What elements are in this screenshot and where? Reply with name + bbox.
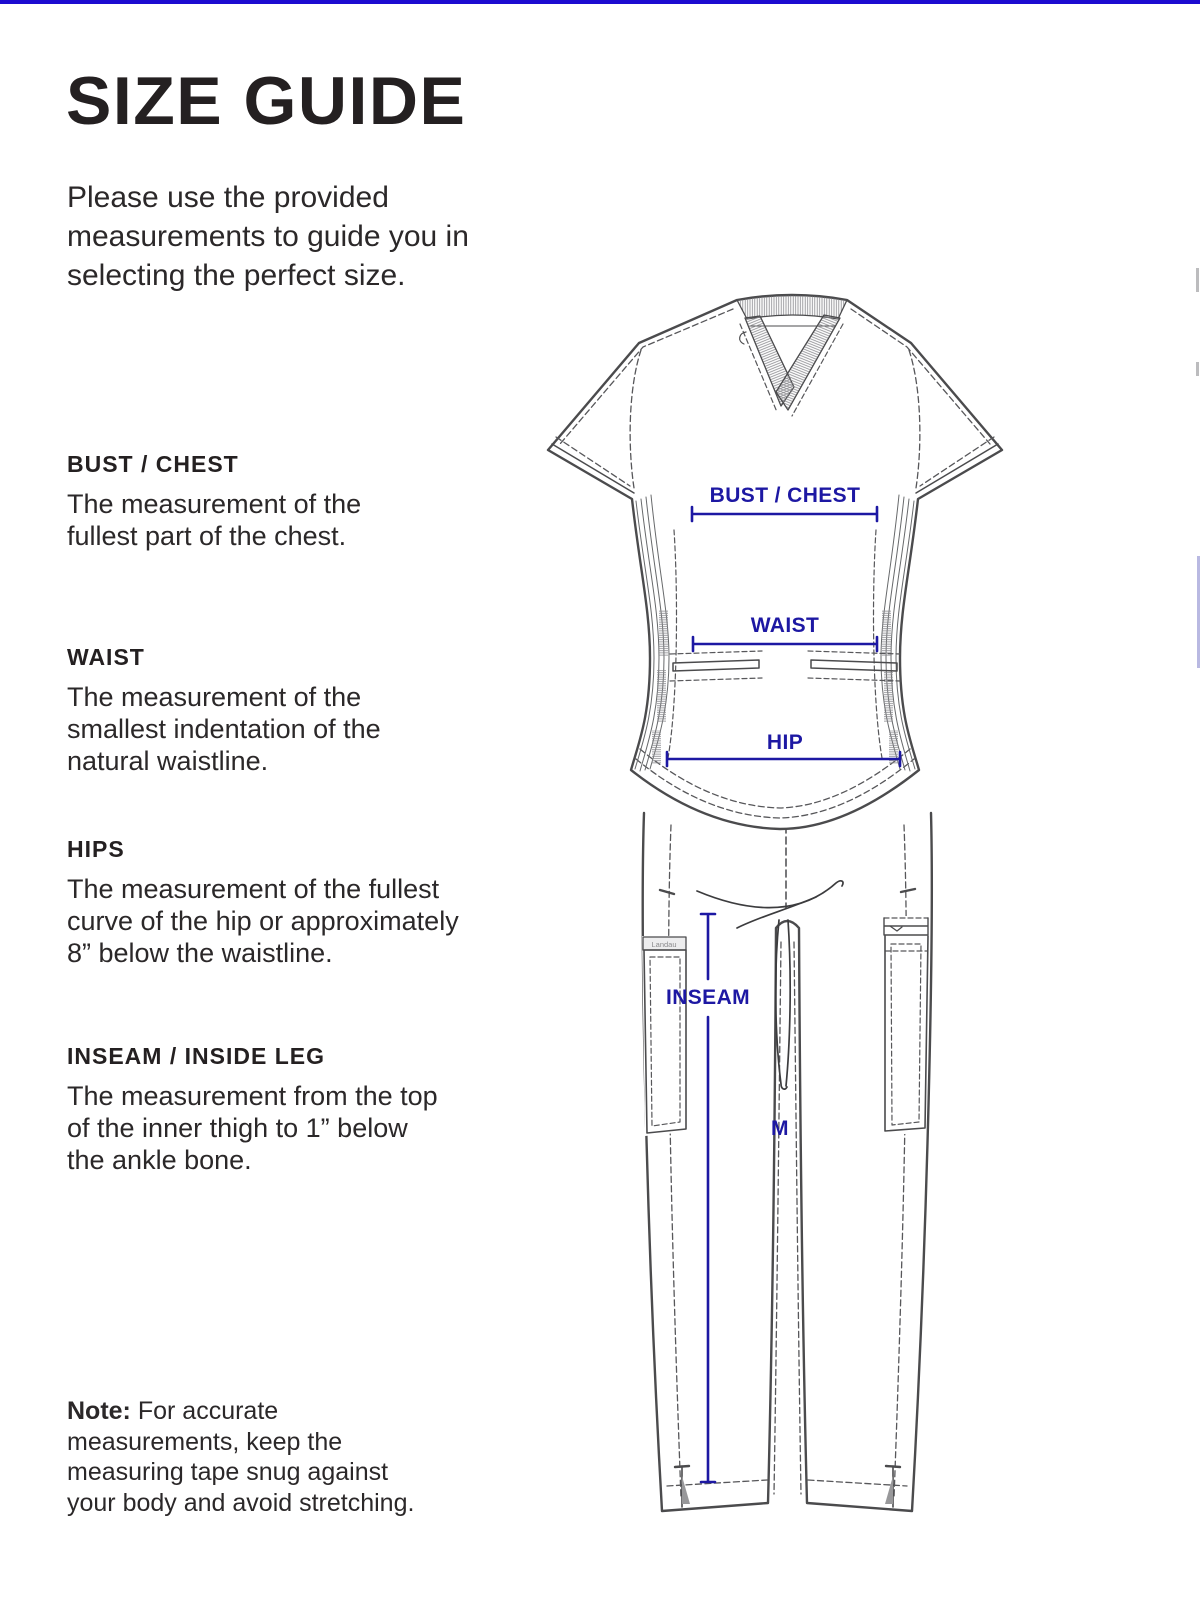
size-letter-label: M: [771, 1117, 789, 1140]
note-line: your body and avoid stretching.: [67, 1488, 415, 1517]
right-cargo-pocket: [883, 916, 929, 1136]
note-line: Note: For accurate: [67, 1397, 279, 1425]
section-text-line: smallest indentation of the: [67, 714, 381, 744]
section-text-line: The measurement of the: [67, 682, 362, 712]
section-heading: HIPS: [67, 836, 125, 862]
section-heading: BUST / CHEST: [67, 451, 239, 477]
intro-line: measurements to guide you in: [67, 220, 469, 253]
intro-line: selecting the perfect size.: [67, 259, 406, 292]
hip-measure-label: HIP: [766, 731, 804, 754]
section-text-line: The measurement of the: [67, 489, 362, 519]
note-line: measurements, keep the: [67, 1427, 343, 1456]
scrub-pants-drawing: [642, 813, 932, 1511]
waist-measure-label: WAIST: [750, 614, 820, 637]
section-text-line: of the inner thigh to 1” below: [67, 1113, 408, 1143]
section-text-line: 8” below the waistline.: [67, 938, 333, 968]
pocket-brand-tag: Landau: [651, 940, 677, 949]
bust-measure-label: BUST / CHEST: [709, 484, 861, 507]
section-text-line: The measurement from the top: [67, 1081, 438, 1111]
section-heading: INSEAM / INSIDE LEG: [67, 1043, 325, 1069]
edge-artifact: [1196, 362, 1199, 376]
page-title: SIZE GUIDE: [66, 63, 467, 139]
intro-line: Please use the provided: [67, 181, 389, 214]
section-hips: [67, 836, 537, 969]
left-cargo-pocket: [642, 936, 687, 1136]
section-text-line: fullest part of the chest.: [67, 521, 347, 551]
section-inseam: [67, 1043, 537, 1176]
section-waist: [67, 644, 537, 777]
section-bust-chest: [67, 451, 537, 552]
intro-paragraph: [67, 178, 469, 295]
section-heading: WAIST: [67, 644, 145, 670]
note-label: Note:: [67, 1397, 131, 1425]
section-text-line: curve of the hip or approximately: [67, 906, 459, 936]
note-line: measuring tape snug against: [67, 1458, 389, 1486]
edge-artifact: [1196, 268, 1199, 292]
size-diagram: [540, 280, 1160, 1530]
note-paragraph: [67, 1396, 537, 1518]
section-text-line: natural waistline.: [67, 746, 269, 776]
inseam-measure-label: INSEAM: [665, 986, 751, 1009]
section-text-line: the ankle bone.: [67, 1145, 252, 1175]
top-accent-border: [0, 0, 1200, 4]
section-text-line: The measurement of the fullest: [67, 874, 440, 904]
